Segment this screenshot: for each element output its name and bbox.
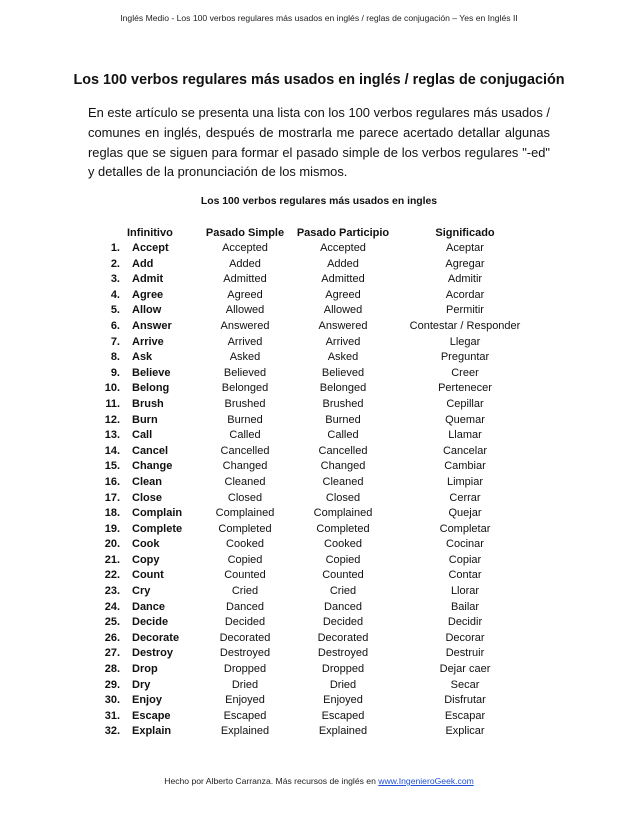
meaning-cell: Cerrar [449,491,481,504]
past-simple-cell: Belonged [221,382,269,395]
meaning-cell: Llamar [448,429,482,442]
infinitive-cell: Drop [132,663,158,676]
meaning-cell: Admitir [447,273,483,286]
meaning-cell: Destruir [445,647,485,660]
header-infinitive: Infinitivo [127,227,173,239]
past-participle-cell: Brushed [322,397,364,410]
table-row [0,584,638,600]
meaning-cell: Escapar [444,709,486,722]
table-row [0,444,638,460]
table-title: Los 100 verbos regulares más usados en ingles [200,196,438,207]
meaning-cell: Preguntar [440,351,490,364]
past-participle-cell: Cried [329,585,357,598]
row-number: 21. [104,553,120,566]
infinitive-cell: Call [132,429,153,442]
past-simple-cell: Dropped [223,663,267,676]
infinitive-cell: Dry [132,678,151,691]
meaning-cell: Creer [451,366,479,379]
past-participle-cell: Decorated [317,631,369,644]
table-row [0,709,638,725]
meaning-cell: Copiar [448,553,482,566]
row-number: 24. [104,600,120,613]
past-simple-cell: Closed [227,491,263,504]
table-row [0,475,638,491]
past-participle-cell: Danced [324,600,362,613]
table-row [0,397,638,413]
row-number: 4. [110,288,120,301]
meaning-cell: Limpiar [446,475,484,488]
past-simple-cell: Destroyed [219,647,271,660]
infinitive-cell: Copy [132,553,160,566]
table-row [0,491,638,507]
table-row [0,428,638,444]
past-participle-cell: Dried [329,678,357,691]
table-row [0,459,638,475]
meaning-cell: Secar [450,678,480,691]
meaning-cell: Pertenecer [438,382,492,395]
infinitive-cell: Believe [132,366,171,379]
infinitive-cell: Agree [132,288,164,301]
table-row [0,241,638,257]
past-participle-cell: Counted [322,569,364,582]
page-footer [0,776,638,786]
meaning-cell: Quemar [445,413,485,426]
row-number: 6. [110,319,120,332]
past-participle-cell: Added [327,257,359,270]
past-simple-cell: Cleaned [224,475,266,488]
verb-table [0,241,638,740]
table-row [0,693,638,709]
infinitive-cell: Dance [132,600,166,613]
table-row [0,537,638,553]
past-simple-cell: Admitted [223,273,267,286]
past-simple-cell: Agreed [227,288,263,301]
row-number: 25. [104,616,120,629]
past-simple-cell: Asked [229,351,261,364]
row-number: 12. [104,413,120,426]
infinitive-cell: Accept [132,242,169,254]
table-row [0,413,638,429]
past-simple-cell: Cooked [226,538,264,551]
meaning-cell: Permitir [446,304,484,317]
meaning-cell: Cocinar [446,538,484,551]
row-number: 31. [104,709,120,722]
infinitive-cell: Destroy [132,647,173,660]
past-simple-cell: Decorated [219,631,271,644]
past-simple-cell: Believed [223,366,267,379]
meaning-cell: Agregar [445,257,485,270]
past-participle-cell: Complained [313,507,373,520]
past-participle-cell: Allowed [323,304,363,317]
past-participle-cell: Cancelled [318,444,368,457]
row-number: 29. [104,678,120,691]
row-number: 28. [104,663,120,676]
past-simple-cell: Called [229,429,261,442]
past-participle-cell: Destroyed [317,647,369,660]
table-row [0,272,638,288]
infinitive-cell: Cancel [132,444,169,457]
table-row [0,724,638,740]
infinitive-cell: Decorate [132,631,180,644]
infinitive-cell: Allow [132,304,162,317]
past-simple-cell: Brushed [224,397,266,410]
header-past-simple: Pasado Simple [205,227,285,239]
row-number: 22. [104,569,120,582]
table-row [0,553,638,569]
past-simple-cell: Added [229,257,261,270]
past-simple-cell: Complained [215,507,275,520]
row-number: 15. [104,460,120,473]
past-participle-cell: Agreed [325,288,361,301]
row-number: 26. [104,631,120,644]
past-participle-cell: Belonged [319,382,367,395]
past-participle-cell: Asked [327,351,359,364]
infinitive-cell: Answer [132,319,172,332]
row-number: 2. [110,257,120,270]
meaning-cell: Contestar / Responder [409,319,521,332]
past-simple-cell: Burned [227,413,263,426]
header-meaning: Significado [435,227,495,239]
meaning-cell: Llegar [449,335,481,348]
table-row [0,662,638,678]
row-number: 14. [104,444,120,457]
infinitive-cell: Count [132,569,164,582]
table-row [0,381,638,397]
meaning-cell: Cepillar [446,397,484,410]
infinitive-cell: Complain [132,507,183,520]
row-number: 11. [105,397,120,410]
past-participle-cell: Believed [321,366,365,379]
row-number: 13. [104,429,120,442]
past-participle-cell: Arrived [325,335,361,348]
past-participle-cell: Explained [318,725,368,738]
table-row [0,678,638,694]
infinitive-cell: Add [132,257,154,270]
infinitive-cell: Cry [132,585,151,598]
meaning-cell: Decorar [445,631,485,644]
past-simple-cell: Changed [222,460,268,473]
past-participle-cell: Cooked [324,538,362,551]
table-row [0,350,638,366]
past-simple-cell: Completed [218,522,272,535]
infinitive-cell: Brush [132,397,164,410]
past-simple-cell: Cried [231,585,259,598]
past-participle-cell: Decided [322,616,364,629]
row-number: 16. [104,475,120,488]
row-number: 27. [104,647,120,660]
table-row [0,366,638,382]
meaning-cell: Dejar caer [439,663,491,676]
infinitive-cell: Belong [132,382,170,395]
article-intro: En este artículo se presenta una lista con los 100 verbos regulares más usados / comunes en inglés, después de mostrarla me parece acertado detallar algunas reglas que se siguen para formar el pasado simple de los verbos regulares "-ed" y detalles de la pronunciación de los mismos. [88,105,550,180]
past-participle-cell: Burned [325,413,361,426]
past-participle-cell: Admitted [321,273,365,286]
article-title: Los 100 verbos regulares más usados en inglés / reglas de conjugación [73,72,565,88]
infinitive-cell: Decide [132,616,169,629]
meaning-cell: Contar [448,569,482,582]
past-simple-cell: Dried [231,678,259,691]
row-number: 3. [110,273,120,286]
infinitive-cell: Admit [132,273,164,286]
meaning-cell: Disfrutar [444,694,486,707]
past-participle-cell: Escaped [321,709,365,722]
meaning-cell: Decidir [447,616,483,629]
table-row [0,257,638,273]
table-row [0,646,638,662]
row-number: 1. [110,242,120,254]
footer-text: Hecho por Alberto Carranza. Más recursos de inglés en [164,776,379,786]
table-row [0,600,638,616]
table-row [0,506,638,522]
past-simple-cell: Decided [224,616,266,629]
past-simple-cell: Copied [227,553,263,566]
infinitive-cell: Burn [132,413,158,426]
row-number: 7. [110,335,120,348]
past-participle-cell: Copied [325,553,361,566]
meaning-cell: Explicar [445,725,485,738]
past-simple-cell: Answered [220,319,270,332]
meaning-cell: Cancelar [442,444,488,457]
past-participle-cell: Accepted [320,242,366,254]
table-row [0,288,638,304]
infinitive-cell: Close [132,491,162,504]
table-row [0,615,638,631]
row-number: 30. [104,694,120,707]
row-number: 10. [104,382,120,395]
past-participle-cell: Closed [325,491,361,504]
past-participle-cell: Changed [320,460,366,473]
row-number: 20. [104,538,120,551]
past-participle-cell: Dropped [321,663,365,676]
meaning-cell: Acordar [445,288,485,301]
past-participle-cell: Answered [318,319,368,332]
meaning-cell: Cambiar [444,460,486,473]
row-number: 32. [104,725,120,738]
infinitive-cell: Escape [132,709,171,722]
infinitive-cell: Cook [132,538,160,551]
table-row [0,631,638,647]
infinitive-cell: Enjoy [132,694,162,707]
past-simple-cell: Arrived [227,335,263,348]
infinitive-cell: Change [132,460,173,473]
page-header: Inglés Medio - Los 100 verbos regulares más usados en inglés / reglas de conjugación – Yes en Inglés II [120,13,518,23]
infinitive-cell: Explain [132,725,172,738]
table-row [0,303,638,319]
meaning-cell: Completar [439,522,491,535]
row-number: 17. [104,491,120,504]
past-participle-cell: Called [327,429,359,442]
infinitive-cell: Arrive [132,335,164,348]
table-row [0,522,638,538]
past-simple-cell: Cancelled [220,444,270,457]
row-number: 9. [110,366,120,379]
meaning-cell: Quejar [448,507,482,520]
infinitive-cell: Complete [132,522,183,535]
table-row [0,319,638,335]
row-number: 23. [104,585,120,598]
past-simple-cell: Explained [220,725,270,738]
header-past-participle: Pasado Participio [296,227,390,239]
row-number: 18. [104,507,120,520]
past-participle-cell: Cleaned [322,475,364,488]
past-participle-cell: Enjoyed [323,694,363,707]
meaning-cell: Bailar [450,600,480,613]
past-participle-cell: Completed [316,522,370,535]
past-simple-cell: Counted [224,569,266,582]
past-simple-cell: Enjoyed [225,694,265,707]
past-simple-cell: Accepted [222,242,268,254]
table-row [0,335,638,351]
past-simple-cell: Escaped [223,709,267,722]
table-row [0,568,638,584]
past-simple-cell: Allowed [225,304,265,317]
meaning-cell: Llorar [450,585,480,598]
row-number: 19. [104,522,120,535]
past-simple-cell: Danced [226,600,264,613]
meaning-cell: Aceptar [446,242,484,254]
infinitive-cell: Clean [132,475,162,488]
footer-link[interactable]: www.IngenieroGeek.com [378,776,474,786]
row-number: 5. [110,304,120,317]
row-number: 8. [110,351,120,364]
infinitive-cell: Ask [132,351,153,364]
